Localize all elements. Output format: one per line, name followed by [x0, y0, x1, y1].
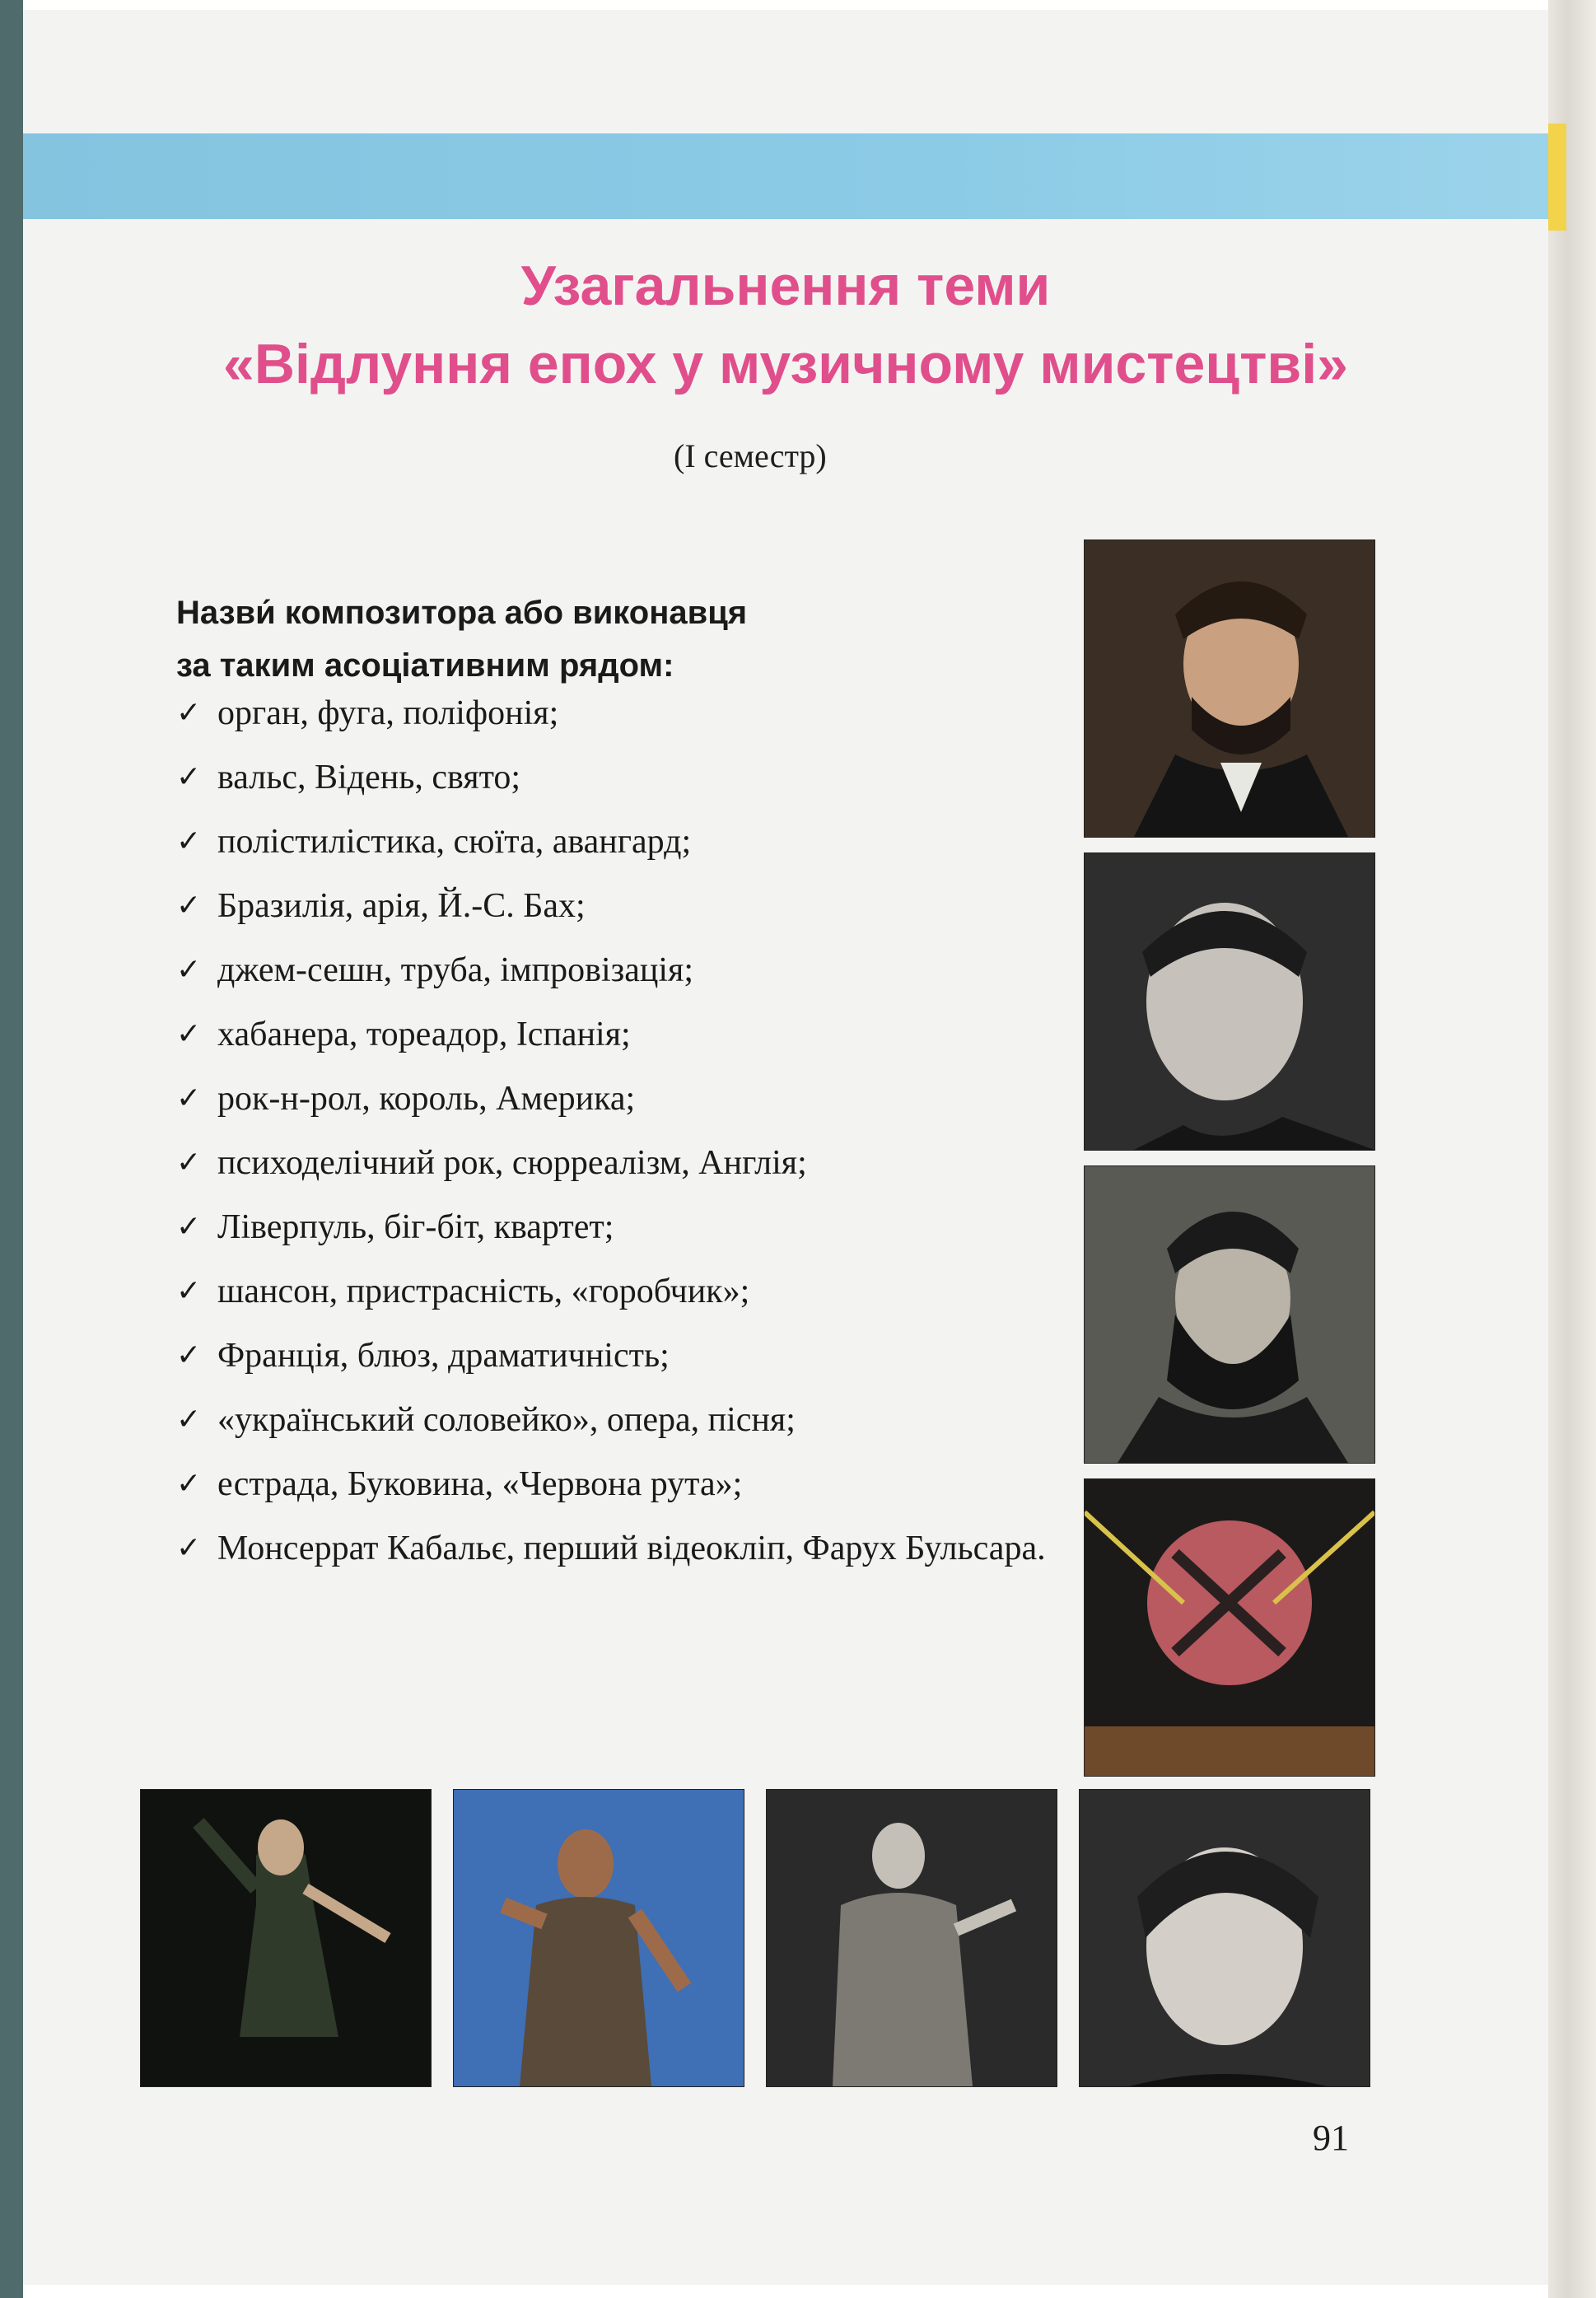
list-item-text: Монсеррат Кабальє, перший відеокліп, Фарух Бульсара.: [217, 1530, 1046, 1567]
photo-band-pink-floyd-concert: [1084, 1478, 1375, 1777]
task-prompt: [176, 586, 950, 692]
checkmark-icon: ✓: [176, 889, 202, 922]
list-item: [176, 1397, 1066, 1443]
list-item: [176, 883, 1066, 929]
list-item: [176, 1461, 1066, 1507]
checkmark-icon: ✓: [176, 824, 202, 858]
page-number: 91: [1313, 2118, 1349, 2158]
task-prompt-line2: за таким асоціативним рядом:: [176, 647, 674, 684]
list-item-text: психоделічний рок, сюрреалізм, Англія;: [217, 1144, 807, 1182]
list-item-text: вальс, Відень, свято;: [217, 759, 521, 796]
book-spine-edge: [0, 0, 23, 2298]
association-list: [176, 690, 1066, 1590]
checkmark-icon: ✓: [176, 1467, 202, 1501]
list-item-text: «український соловейко», опера, пісня;: [217, 1401, 796, 1439]
list-item-text: джем-сешн, труба, імпровізація;: [217, 951, 694, 989]
photo-composer-bizet: [1084, 1165, 1375, 1464]
list-item: [176, 690, 1066, 736]
photo-performer-freddie-mercury: [453, 1789, 744, 2087]
checkmark-icon: ✓: [176, 1146, 202, 1179]
checkmark-icon: ✓: [176, 953, 202, 987]
list-item-text: полістилістика, сюїта, авангард;: [217, 823, 692, 861]
list-item: [176, 1076, 1066, 1122]
checkmark-icon: ✓: [176, 1017, 202, 1051]
list-item-text: Франція, блюз, драматичність;: [217, 1337, 670, 1375]
checkmark-icon: ✓: [176, 1274, 202, 1308]
list-item-text: орган, фуга, поліфонія;: [217, 694, 559, 732]
checkmark-icon: ✓: [176, 1081, 202, 1115]
list-item: [176, 1011, 1066, 1058]
checkmark-icon: ✓: [176, 1403, 202, 1436]
list-item-text: рок-н-рол, король, Америка;: [217, 1080, 636, 1118]
list-item: [176, 947, 1066, 993]
bookmark-tab: [1548, 124, 1566, 231]
checkmark-icon: ✓: [176, 696, 202, 730]
list-item: [176, 1140, 1066, 1186]
photo-performer-1: [140, 1789, 432, 2087]
page-title-line2: «Відлуння епох у музичному мистецтві»: [223, 333, 1348, 395]
list-item-text: хабанера, тореадор, Іспанія;: [217, 1016, 631, 1053]
photo-composer-villa-lobos: [1084, 852, 1375, 1151]
list-item: [176, 819, 1066, 865]
photo-performer-conductor: [766, 1789, 1057, 2087]
photo-composer-strauss: [1084, 539, 1375, 838]
checkmark-icon: ✓: [176, 760, 202, 794]
list-item: [176, 1204, 1066, 1250]
checkmark-icon: ✓: [176, 1531, 202, 1565]
list-item: [176, 1525, 1066, 1572]
list-item-text: шансон, пристрасність, «горобчик»;: [217, 1273, 750, 1310]
list-item-text: Ліверпуль, біг-біт, квартет;: [217, 1208, 614, 1246]
photo-performer-edith-piaf: [1079, 1789, 1370, 2087]
list-item: [176, 754, 1066, 801]
list-item: [176, 1333, 1066, 1379]
checkmark-icon: ✓: [176, 1338, 202, 1372]
page-title-line1: Узагальнення теми: [520, 255, 1051, 317]
list-item-text: Бразилія, арія, Й.-С. Бах;: [217, 887, 586, 925]
task-prompt-line1: Назви́ композитора або виконавця: [176, 595, 748, 631]
header-band: [23, 133, 1548, 219]
list-item: [176, 1268, 1066, 1315]
semester-label: (І семестр): [674, 437, 827, 474]
page-stack-edge: [1548, 0, 1596, 2298]
book-page: [23, 10, 1548, 2285]
list-item-text: естрада, Буковина, «Червона рута»;: [217, 1465, 743, 1503]
checkmark-icon: ✓: [176, 1210, 202, 1244]
